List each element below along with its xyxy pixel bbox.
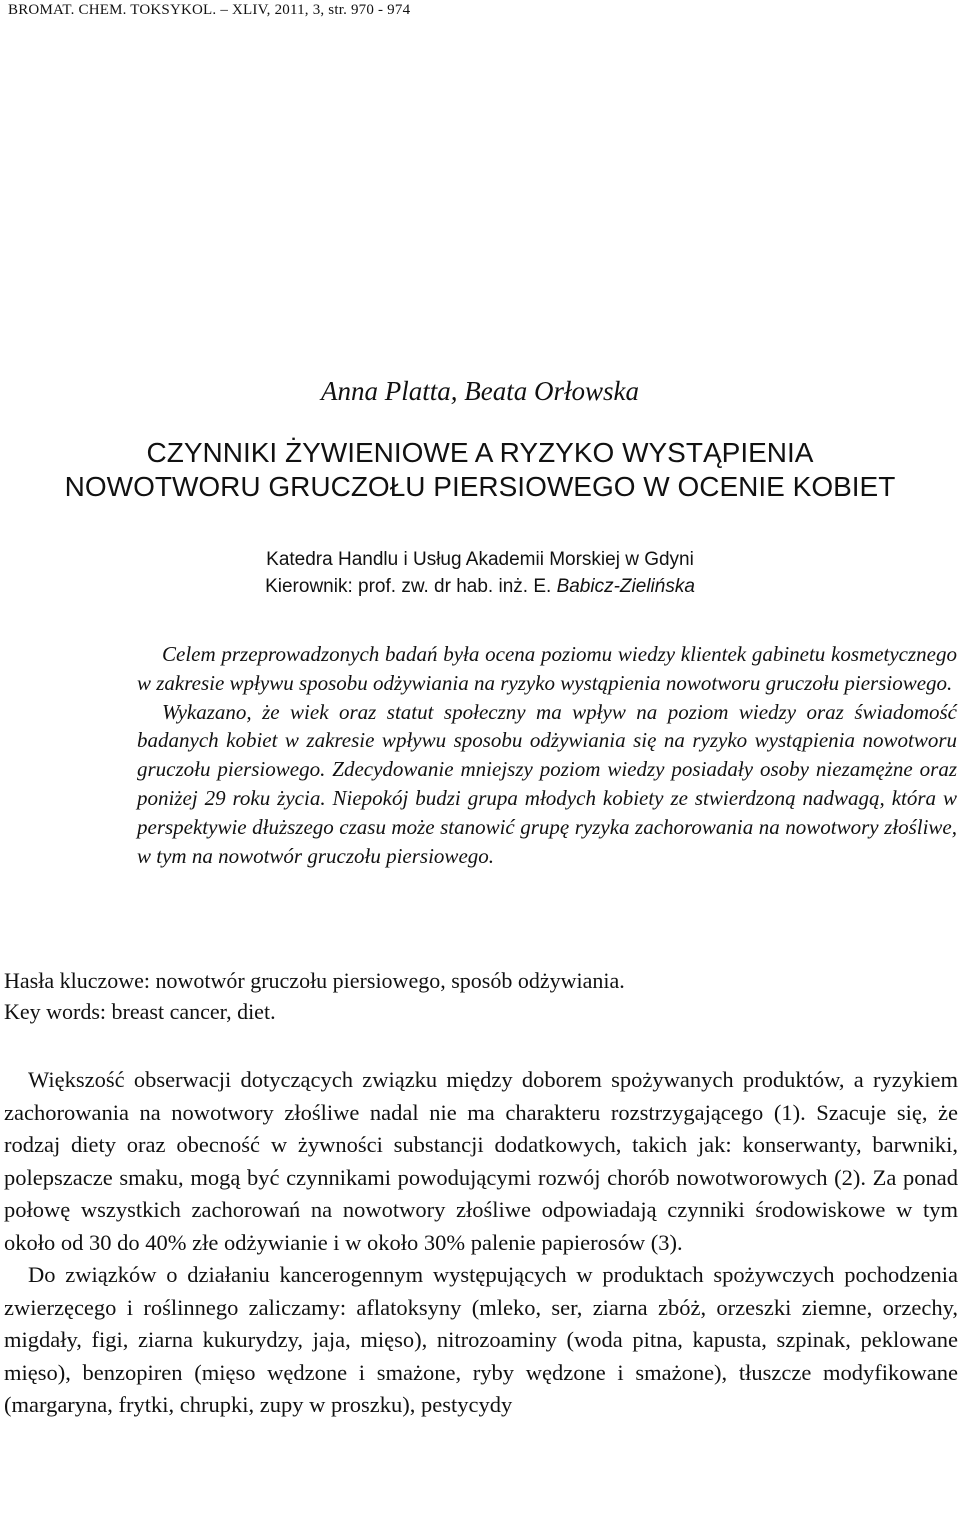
keywords [4, 965, 954, 1027]
head-prefix: Kierownik: prof. zw. dr hab. inż. E. [265, 576, 557, 597]
keywords-english: Key words: breast cancer, diet. [4, 999, 276, 1024]
abstract-paragraph-1: Celem przeprowadzonych badań była ocena poziomu wiedzy klientek gabinetu kosmetycznego w zakresie wpływu sposobu odżywiania na ryzyko wystąpienia nowotworu gruczołu piersiowego. [137, 642, 957, 695]
title-line-2: NOWOTWORU GRUCZOŁU PIERSIOWEGO W OCENIE KOBIET [64, 471, 896, 502]
body-paragraph-1: Większość obserwacji dotyczących związku między doborem spożywanych produktów, a ryzykiem zachorowania na nowotwory złośliwe nadal nie ma charakteru rozstrzygającego (1). Szacuje się, że rodzaj diety oraz obecność w żywności substancji dodatkowych, takich jak: konserwanty, barwniki, polepszacze smaku, mogą być czynnikami powodującymi rozwój chorób nowotworowych (2). Za ponad połowę wszystkich zachorowań na nowotwory złośliwe odpowiadają czynniki środowiskowe w tym około od 30 do 40% złe odżywianie i w około 30% palenie papierosów (3). [4, 1067, 958, 1255]
body-text [4, 1064, 958, 1422]
journal-citation: BROMAT. CHEM. TOKSYKOL. – XLIV, 2011, 3, str. 970 - 974 [8, 2, 411, 18]
body-paragraph-2: Do związków o działaniu kancerogennym występujących w produktach spożywczych pochodzenia zwierzęcego i roślinnego zaliczamy: aflatoksyny (mleko, ser, ziarna zbóż, orzeszki ziemne, orzechy, migdały, figi, ziarna kukurydzy, jaja, mięso), nitrozoaminy (woda pitna, kapusta, szpinak, peklowane mięso), benzopiren (mięso wędzone i smażone, ryby wędzone i smażone), tłuszcze modyfikowane (margaryna, frytki, chrupki, zupy w proszku), pestycydy [4, 1262, 958, 1417]
abstract-paragraph-2: Wykazano, że wiek oraz statut społeczny ma wpływ na poziom wiedzy oraz świadomość badanych kobiet w zakresie wpływu sposobu odżywiania się na ryzyko wystąpienia nowotworu gruczołu piersiowego. Zdecydowanie mniejszy poziom wiedzy posiadały osoby niezamężne oraz poniżej 29 roku życia. Niepokój budzi grupa młodych kobiety ze stwierdzoną nadwagą, która w perspektywie dłuższego czasu może stanowić grupę ryzyka zachorowania na nowotwory złośliwe, w tym na nowotwór gruczołu piersiowego. [137, 699, 957, 868]
department: Katedra Handlu i Usług Akademii Morskiej w Gdyni [266, 549, 694, 570]
title-line-1: CZYNNIKI ŻYWIENIOWE A RYZYKO WYSTĄPIENIA [146, 437, 814, 468]
article-authors: Anna Platta, Beata Orłowska [321, 376, 639, 406]
head-name: Babicz-Zielińska [556, 576, 695, 597]
abstract [137, 640, 957, 870]
keywords-polish: Hasła kluczowe: nowotwór gruczołu piersiowego, sposób odżywiania. [4, 968, 625, 993]
article-title [0, 436, 960, 504]
department-head [0, 573, 960, 600]
affiliation [0, 546, 960, 600]
